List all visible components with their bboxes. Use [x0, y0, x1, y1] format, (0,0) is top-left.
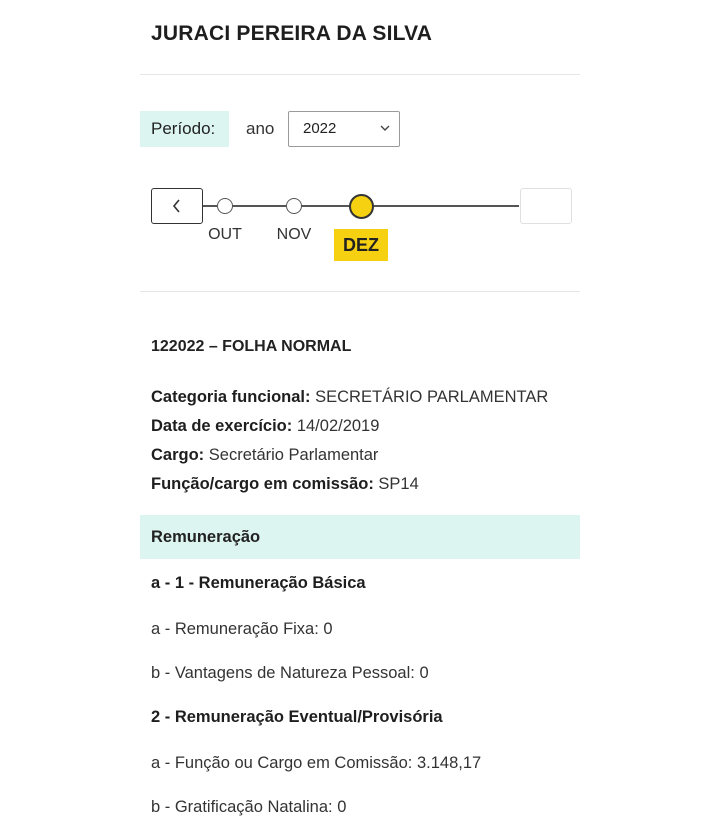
previous-month-button[interactable] — [151, 188, 203, 224]
list-item — [151, 754, 481, 773]
payroll-title: 122022 – FOLHA NORMAL — [151, 338, 352, 355]
month-label-out[interactable]: OUT — [208, 226, 242, 243]
month-dot-dez[interactable] — [349, 194, 374, 219]
group-title: a - 1 - Remuneração Básica — [151, 574, 366, 592]
item-label: b - Vantagens de Natureza Pessoal: — [151, 664, 415, 682]
info-label: Categoria funcional: — [151, 388, 311, 406]
remuneracao-section-header — [140, 515, 580, 559]
info-categoria — [151, 388, 548, 407]
timeline-line — [374, 205, 519, 207]
year-select[interactable] — [288, 111, 400, 147]
info-label: Data de exercício: — [151, 417, 293, 435]
info-value: Secretário Parlamentar — [208, 446, 379, 464]
divider — [140, 291, 580, 292]
month-dot-nov[interactable] — [286, 198, 302, 214]
item-value: 0 — [337, 798, 347, 816]
list-item — [151, 620, 333, 639]
year-select-value: 2022 — [303, 120, 337, 137]
chevron-down-icon — [380, 124, 390, 132]
info-label: Função/cargo em comissão: — [151, 475, 374, 493]
timeline-line — [301, 205, 349, 207]
timeline-line — [203, 205, 217, 207]
next-month-button — [520, 188, 572, 224]
month-label-nov[interactable]: NOV — [276, 226, 312, 243]
month-dot-out[interactable] — [217, 198, 233, 214]
info-funcao — [151, 475, 419, 494]
group-title: 2 - Remuneração Eventual/Provisória — [151, 708, 443, 726]
info-data-exercicio — [151, 417, 379, 436]
list-item — [151, 664, 429, 683]
item-value: 0 — [323, 620, 333, 638]
item-value: 3.148,17 — [416, 754, 482, 772]
info-value: 14/02/2019 — [296, 417, 380, 435]
item-label: a - Remuneração Fixa: — [151, 620, 319, 638]
person-name: JURACI PEREIRA DA SILVA — [151, 22, 433, 45]
item-label: b - Gratificação Natalina: — [151, 798, 333, 816]
list-item — [151, 798, 346, 817]
info-value: SECRETÁRIO PARLAMENTAR — [315, 388, 549, 406]
info-value: SP14 — [378, 475, 419, 493]
item-value: 0 — [419, 664, 429, 682]
info-cargo — [151, 446, 378, 465]
timeline-line — [232, 205, 286, 207]
section-title: Remuneração — [151, 528, 261, 546]
item-label: a - Função ou Cargo em Comissão: — [151, 754, 413, 772]
chevron-left-icon — [172, 199, 182, 213]
period-label: Período: — [140, 111, 229, 147]
divider — [140, 74, 580, 75]
info-label: Cargo: — [151, 446, 205, 464]
month-label-dez[interactable]: DEZ — [334, 229, 388, 261]
year-label: ano — [246, 119, 275, 138]
